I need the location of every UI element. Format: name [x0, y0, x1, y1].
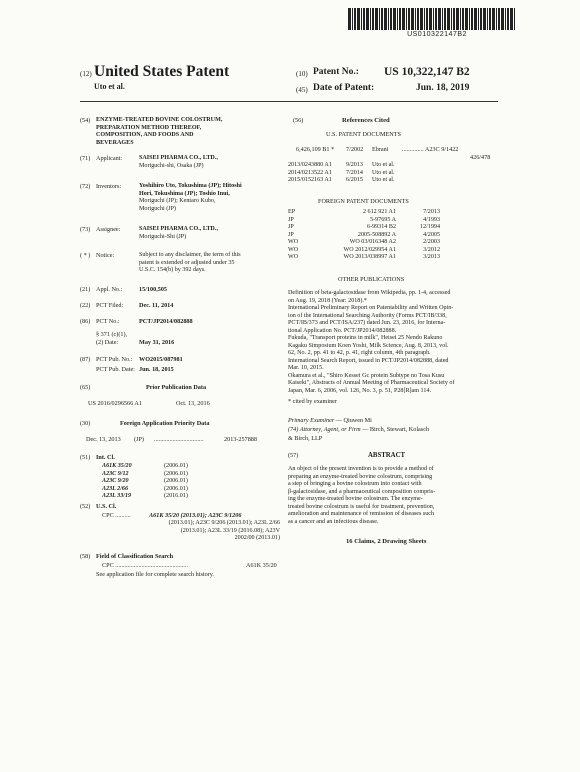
barcode-bar	[352, 8, 353, 30]
barcode-bar	[510, 8, 513, 30]
barcode-bar	[453, 8, 455, 30]
abstract-text: An object of the present invention is to provide a method of preparing an enzyme-treated bovine colostrum, comprising a step of bringing a bovine colostrum into contact with β-galactosidase, and a pharmaceutical composition compris- ing the enzyme-treated bovine colostrum. The enzyme- treated bovine colostrum is useful for treatment, prevention, amelioration and maintenance of remission of diseases such as a cancer and an infectious disease.	[288, 466, 436, 525]
barcode-bar	[465, 8, 468, 30]
barcode-bar	[487, 8, 488, 30]
barcode-bar	[433, 8, 434, 30]
kind-code-12: (12)	[80, 70, 92, 78]
barcode-bar	[480, 8, 482, 30]
s371-label: § 371 (c)(1),	[96, 331, 128, 338]
field-search-note: See application file for complete search history.	[96, 571, 214, 578]
foreign-doc-dates: 7/2013 4/1993 12/1994 4/2005 2/2003 3/2012 3/2013	[420, 209, 440, 260]
f65-code: (65)	[80, 384, 91, 391]
kind-code-45: (45)	[296, 86, 308, 94]
us-doc-1-name: Ebrani	[372, 146, 389, 153]
invention-title: ENZYME-TREATED BOVINE COLOSTRUM, PREPARATION METHOD THEREOF, COMPOSITION, AND FOODS AND BEVERAGES	[96, 117, 223, 146]
int-cl-versions: (2006.01) (2006.01) (2006.01) (2006.01) (2016.01)	[164, 463, 188, 499]
us-doc-1-class: .............. A23C 9/1422	[402, 146, 459, 153]
s371-date: May 31, 2016	[139, 339, 175, 346]
barcode-bar	[366, 8, 369, 30]
inventors: Yoshihiro Uto, Tokushima (JP); Hitoshi Hori, Tokushima (JP); Toshio Inui, Moriguchi (JP); Kentaro Kubo, Moriguchi (JP)	[139, 183, 242, 212]
f73-code: (73)	[80, 226, 91, 233]
barcode-bar	[429, 8, 432, 30]
barcode-bar	[505, 8, 506, 30]
barcode-bar	[361, 8, 362, 30]
f87-code: (87)	[80, 356, 91, 363]
barcode-bar	[460, 8, 461, 30]
us-doc-dates: 9/2013 7/2014 6/2015	[346, 162, 363, 183]
us-cl-line-1: A61K 35/20 (2013.01); A23C 9/1206	[149, 512, 242, 519]
f72-code: (72)	[80, 183, 91, 190]
foreign-docs-heading: FOREIGN PATENT DOCUMENTS	[318, 198, 409, 205]
f58-code: (58)	[80, 553, 91, 560]
claims-drawings: 16 Claims, 2 Drawing Sheets	[346, 538, 427, 545]
inventor-short: Uto et al.	[94, 82, 125, 91]
pct-pub-no: WO2015/087981	[139, 356, 183, 363]
f71-code: (71)	[80, 155, 91, 162]
barcode-bar	[388, 8, 389, 30]
barcode-bar	[471, 8, 473, 30]
notice-code: ( * )	[80, 252, 91, 259]
barcode-bar	[390, 8, 392, 30]
barcode-bar	[415, 8, 416, 30]
barcode-bar	[447, 8, 450, 30]
priority-number: 2013-257888	[224, 436, 257, 443]
f51-code: (51)	[80, 454, 91, 461]
pct-pub-no-label: PCT Pub. No.:	[96, 356, 133, 363]
barcode-bar	[399, 8, 401, 30]
int-cl-label: Int. Cl.	[96, 454, 115, 461]
pct-no: PCT/JP2014/082888	[139, 318, 193, 325]
pct-pub-date: Jun. 18, 2015	[139, 366, 174, 373]
assignee-label: Assignee:	[96, 226, 121, 233]
s371-date-label: (2) Date:	[96, 339, 119, 346]
us-doc-names: Uto et al. Uto et al. Uto et al.	[372, 162, 395, 183]
barcode-bar	[402, 8, 405, 30]
barcode-bar	[478, 8, 479, 30]
field-search-label: Field of Classification Search	[96, 553, 174, 560]
prior-pub-heading: Prior Publication Data	[146, 384, 207, 391]
barcode-bar	[426, 8, 428, 30]
applicant-label: Applicant:	[96, 155, 123, 162]
field-search-cpc: CPC ...............................................	[102, 562, 188, 569]
barcode-bar	[435, 8, 437, 30]
f52-code: (52)	[80, 503, 91, 510]
other-publications: Definition of beta-galactosidase from Wikipedia, pp. 1-4, accessed on Aug. 19, 2018 (Year: 2018).* International Preliminary Report on Patentability and Written Opin- ion of the International Searching Authority (Forms PCT/IB/338, PCT/IB/373 and PCT/ISA/237) dated Jun. 23, 2016, for Interna- tional Application No. PCT/JP2014/082888. Fukuda, "Transport proteins in milk", Heisei 25 Nendo Rakuno Kagaku Simposium Koen Yoshi, Milk Science, Aug. 8, 2013, vol. 62, No. 2, pp. 41 to 42, p. 41, right column, 4th paragraph. International Search Report, issued in PCT/JP2014/082888, dated Mar. 10, 2015. Okamura et al., "Shiro Kessei Gc protein Subtype no Tosa Kusu Kaiseki", Abstracts of Annual Meeting of Pharmaceutical Society of Japan, Mar. 6, 2006, vol. 126, No. 3, p. 51, P28[R]am 114.	[288, 290, 455, 394]
assignee: SAISEI PHARMA CO., LTD., Moriguchi-Shi (JP)	[139, 226, 218, 240]
barcode-bar	[370, 8, 371, 30]
prior-pub-date: Oct. 13, 2016	[176, 400, 210, 407]
pct-no-label: PCT No.:	[96, 318, 120, 325]
barcode-bar	[393, 8, 396, 30]
inventors-label: Inventors:	[96, 183, 122, 190]
cited-by-examiner: * cited by examiner	[288, 398, 337, 405]
barcode-bar	[406, 8, 407, 30]
barcode-bar	[442, 8, 443, 30]
barcode-bar	[492, 8, 495, 30]
field-search-cpc-value: A61K 35/20	[246, 562, 277, 569]
kind-code-10: (10)	[296, 70, 308, 78]
barcode-bar	[456, 8, 459, 30]
priority-date: Dec. 13, 2013	[86, 436, 121, 443]
barcode-bar	[498, 8, 500, 30]
pct-filed-label: PCT Filed:	[96, 302, 124, 309]
barcode-bar	[451, 8, 452, 30]
barcode-bar	[424, 8, 425, 30]
notice-text: Subject to any disclaimer, the term of this patent is extended or adjusted under 35 U.S.C. 154(b) by 392 days.	[139, 252, 241, 273]
barcode-bar	[514, 8, 515, 30]
notice-label: Notice:	[96, 252, 115, 259]
patent-title: United States Patent	[94, 63, 230, 80]
appl-no-label: Appl. No.:	[96, 286, 123, 293]
f57-code: (57)	[288, 452, 299, 459]
us-docs-heading: U.S. PATENT DOCUMENTS	[326, 131, 401, 138]
date-of-patent: Jun. 18, 2019	[416, 83, 470, 93]
barcode-bar	[507, 8, 509, 30]
barcode-bar	[469, 8, 470, 30]
us-doc-1: 6,426,109 B1 *	[296, 146, 335, 153]
f56-code: (56)	[293, 117, 304, 124]
barcode-bar	[417, 8, 419, 30]
prior-pub-number: US 2016/0296566 A1	[88, 400, 142, 407]
f86-code: (86)	[80, 318, 91, 325]
barcode-number: US010322147B2	[407, 31, 467, 38]
barcode-bar	[354, 8, 356, 30]
barcode-bar	[397, 8, 398, 30]
us-cl-lines: (2013.01); A23C 9/206 (2013.01); A23L 2/66 (2013.01); A23L 33/19 (2016.08); A23V 2002/00 (2013.01)	[168, 520, 280, 541]
barcode-bar	[501, 8, 504, 30]
primary-examiner: Primary Examiner — Qiuwen Mi	[288, 417, 372, 424]
barcode-bar	[462, 8, 464, 30]
barcode-bar	[372, 8, 374, 30]
pct-filed: Dec. 11, 2014	[139, 302, 174, 309]
barcode-bar	[357, 8, 360, 30]
f21-code: (21)	[80, 286, 91, 293]
appl-no: 15/100,505	[139, 286, 168, 293]
barcode-bar	[420, 8, 423, 30]
foreign-doc-countries: EP JP JP JP WO WO WO	[288, 209, 299, 260]
header-rule	[80, 101, 498, 102]
barcode-bar	[411, 8, 414, 30]
foreign-doc-numbers: 2 612 921 A1 5-97695 A 6-99314 B2 2005-508892 A WO 03/016348 A2 WO 2012/029954 A1 WO 2013/038997 A1	[343, 209, 396, 260]
barcode-bar	[348, 8, 351, 30]
abstract-heading: ABSTRACT	[368, 452, 406, 459]
int-cl-codes: A61K 35/20 A23C 9/12 A23C 9/20 A23L 2/66 A23L 33/19	[102, 463, 132, 499]
foreign-priority-heading: Foreign Application Priority Data	[120, 420, 210, 427]
us-cl-label: U.S. Cl.	[96, 503, 117, 510]
barcode-bar	[474, 8, 477, 30]
barcode-bar	[489, 8, 491, 30]
barcode	[348, 8, 518, 30]
barcode-bar	[444, 8, 446, 30]
attorney: (74) Attorney, Agent, or Firm — Birch, Stewart, Kolasch	[288, 426, 430, 433]
barcode-bar	[363, 8, 365, 30]
f30-code: (30)	[80, 420, 91, 427]
barcode-bar	[375, 8, 378, 30]
barcode-bar	[496, 8, 497, 30]
barcode-bar	[438, 8, 441, 30]
attorney-cont: & Birch, LLP	[288, 435, 323, 442]
us-cl-cpc: CPC ..........	[102, 512, 131, 519]
barcode-bar	[381, 8, 383, 30]
date-label: Date of Patent:	[313, 83, 375, 93]
us-doc-numbers: 2013/0243880 A1 2014/0213522 A1 2015/0152163 A1	[288, 162, 332, 183]
us-doc-1-date: 7/2002	[346, 146, 364, 153]
pct-pub-date-label: PCT Pub. Date:	[96, 366, 135, 373]
priority-country: (JP)	[134, 436, 144, 443]
other-pubs-heading: OTHER PUBLICATIONS	[338, 276, 405, 283]
patent-no: US 10,322,147 B2	[384, 66, 470, 78]
f22-code: (22)	[80, 302, 91, 309]
references-heading: References Cited	[342, 117, 390, 124]
barcode-bar	[384, 8, 387, 30]
us-doc-1-class2: 426/478	[470, 154, 491, 161]
applicant: SAISEI PHARMA CO., LTD., Moriguchi-shi, Osaka (JP)	[139, 155, 218, 169]
patent-no-label: Patent No.:	[313, 67, 359, 77]
barcode-bar	[379, 8, 380, 30]
barcode-bar	[408, 8, 410, 30]
barcode-bar	[483, 8, 486, 30]
priority-leader: ................................	[154, 436, 204, 443]
f54-code: (54)	[80, 117, 91, 124]
